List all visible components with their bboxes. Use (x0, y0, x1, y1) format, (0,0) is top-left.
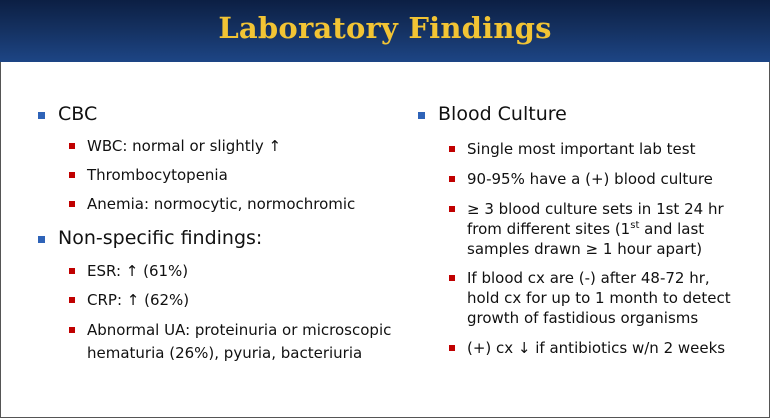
culture-item-negative-line2: hold cx for up to 1 month to detect (467, 289, 731, 307)
nonspecific-item-ua-line1: Abnormal UA: proteinuria or microscopic (87, 321, 392, 339)
square-bullet-icon (69, 201, 75, 207)
cbc-heading: CBC (58, 103, 98, 125)
cbc-item-thrombocytopenia: Thrombocytopenia (87, 166, 228, 184)
cbc-item-anemia: Anemia: normocytic, normochromic (87, 195, 356, 213)
culture-item-antibiotics: (+) cx ↓ if antibiotics w/n 2 weeks (467, 339, 726, 357)
culture-item-most-important: Single most important lab test (467, 140, 696, 158)
sets-line2-tail: and last (639, 220, 705, 238)
square-bullet-icon (449, 206, 455, 212)
sets-line2-text: from different sites (1 (467, 220, 631, 238)
nonspecific-item-ua-line2: hematuria (26%), pyuria, bacteriuria (87, 344, 363, 362)
square-bullet-icon (69, 268, 75, 274)
square-bullet-icon (69, 327, 75, 333)
square-bullet-icon (418, 112, 425, 119)
square-bullet-icon (69, 143, 75, 149)
culture-item-positive-rate: 90-95% have a (+) blood culture (467, 170, 713, 188)
square-bullet-icon (449, 275, 455, 281)
culture-item-sets-line3: samples drawn ≥ 1 hour apart) (467, 240, 703, 258)
nonspecific-item-crp: CRP: ↑ (62%) (87, 291, 190, 309)
culture-item-negative-line1: If blood cx are (-) after 48-72 hr, (467, 269, 710, 287)
nonspecific-heading: Non-specific findings: (58, 227, 263, 249)
cbc-item-wbc: WBC: normal or slightly ↑ (87, 137, 282, 155)
square-bullet-icon (38, 236, 45, 243)
square-bullet-icon (69, 172, 75, 178)
square-bullet-icon (38, 112, 45, 119)
square-bullet-icon (449, 345, 455, 351)
title-bar (0, 0, 770, 62)
square-bullet-icon (449, 146, 455, 152)
culture-item-negative-line3: growth of fastidious organisms (467, 309, 699, 327)
slide-title: Laboratory Findings (218, 11, 552, 45)
blood-culture-heading: Blood Culture (438, 103, 567, 125)
square-bullet-icon (449, 176, 455, 182)
sets-line2-superscript: st (630, 220, 640, 231)
culture-item-sets-line1: ≥ 3 blood culture sets in 1st 24 hr (467, 200, 724, 218)
square-bullet-icon (69, 297, 75, 303)
culture-item-sets-line2 (467, 219, 704, 239)
nonspecific-item-esr: ESR: ↑ (61%) (87, 262, 189, 280)
